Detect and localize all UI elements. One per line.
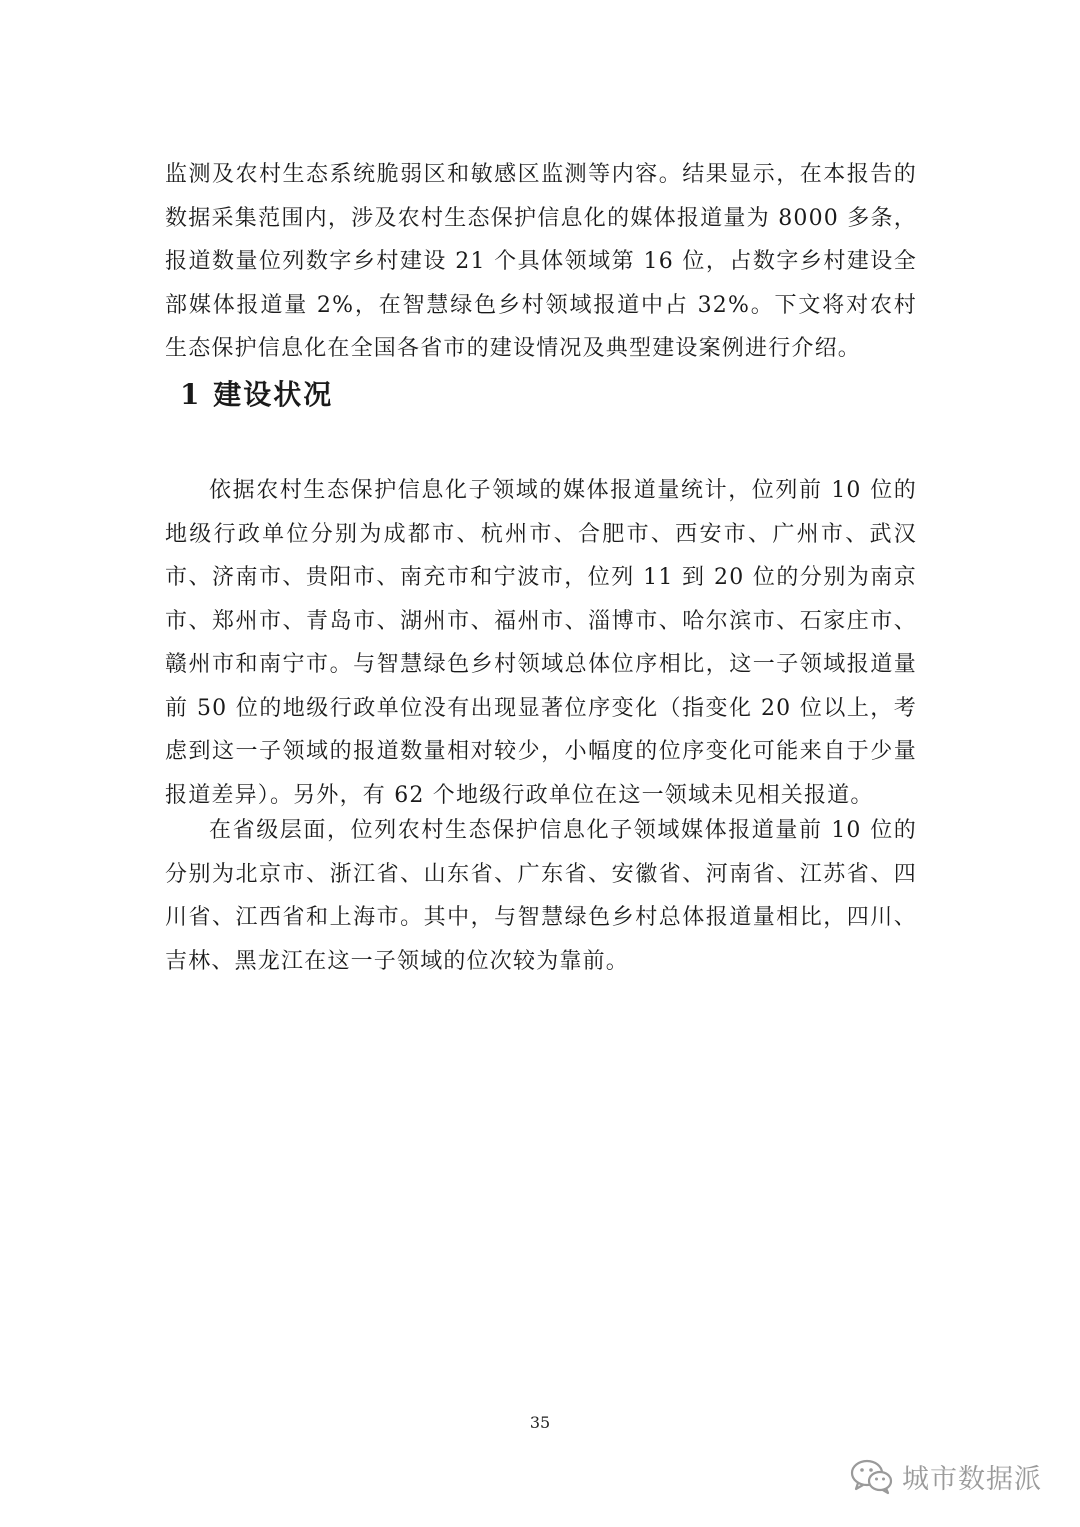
- watermark-text: 城市数据派: [902, 1464, 1042, 1495]
- watermark: [850, 1457, 1042, 1496]
- paragraph-city-ranking: 依据农村生态保护信息化子领域的媒体报道量统计，位列前 10 位的地级行政单位分别为成都市、杭州市、合肥市、西安市、广州市、武汉市、济南市、贵阳市、南充市和宁波市，位列 11 到 20 位的分别为南京市、郑州市、青岛市、湖州市、福州市、淄博市、哈尔滨市、石家庄市、赣州市和南宁市。与智慧绿色乡村领域总体位序相比，这一子领域报道量前 50 位的地级行政单位没有出现显著位序变化（指变化 20 位以上，考虑到这一子领域的报道数量相对较少，小幅度的位序变化可能来自于少量报道差异）。另外，有 62 个地级行政单位在这一领域未见相关报道。: [165, 478, 917, 808]
- section-heading: 1 建设状况: [180, 378, 334, 411]
- paragraph-province-ranking: 在省级层面，位列农村生态保护信息化子领域媒体报道量前 10 位的分别为北京市、浙江省、山东省、广东省、安徽省、河南省、江苏省、四川省、江西省和上海市。其中，与智慧绿色乡村总体报道量相比，四川、吉林、黑龙江在这一子领域的位次较为靠前。: [165, 818, 917, 974]
- wechat-icon: [850, 1458, 894, 1496]
- page-number: 35: [529, 1413, 551, 1432]
- paragraph-intro: 监测及农村生态系统脆弱区和敏感区监测等内容。结果显示，在本报告的数据采集范围内，涉及农村生态保护信息化的媒体报道量为 8000 多条，报道数量位列数字乡村建设 21 个具体领域第 16 位，占数字乡村建设全部媒体报道量 2%，在智慧绿色乡村领域报道中占 32%。下文将对农村生态保护信息化在全国各省市的建设情况及典型建设案例进行介绍。: [165, 162, 917, 361]
